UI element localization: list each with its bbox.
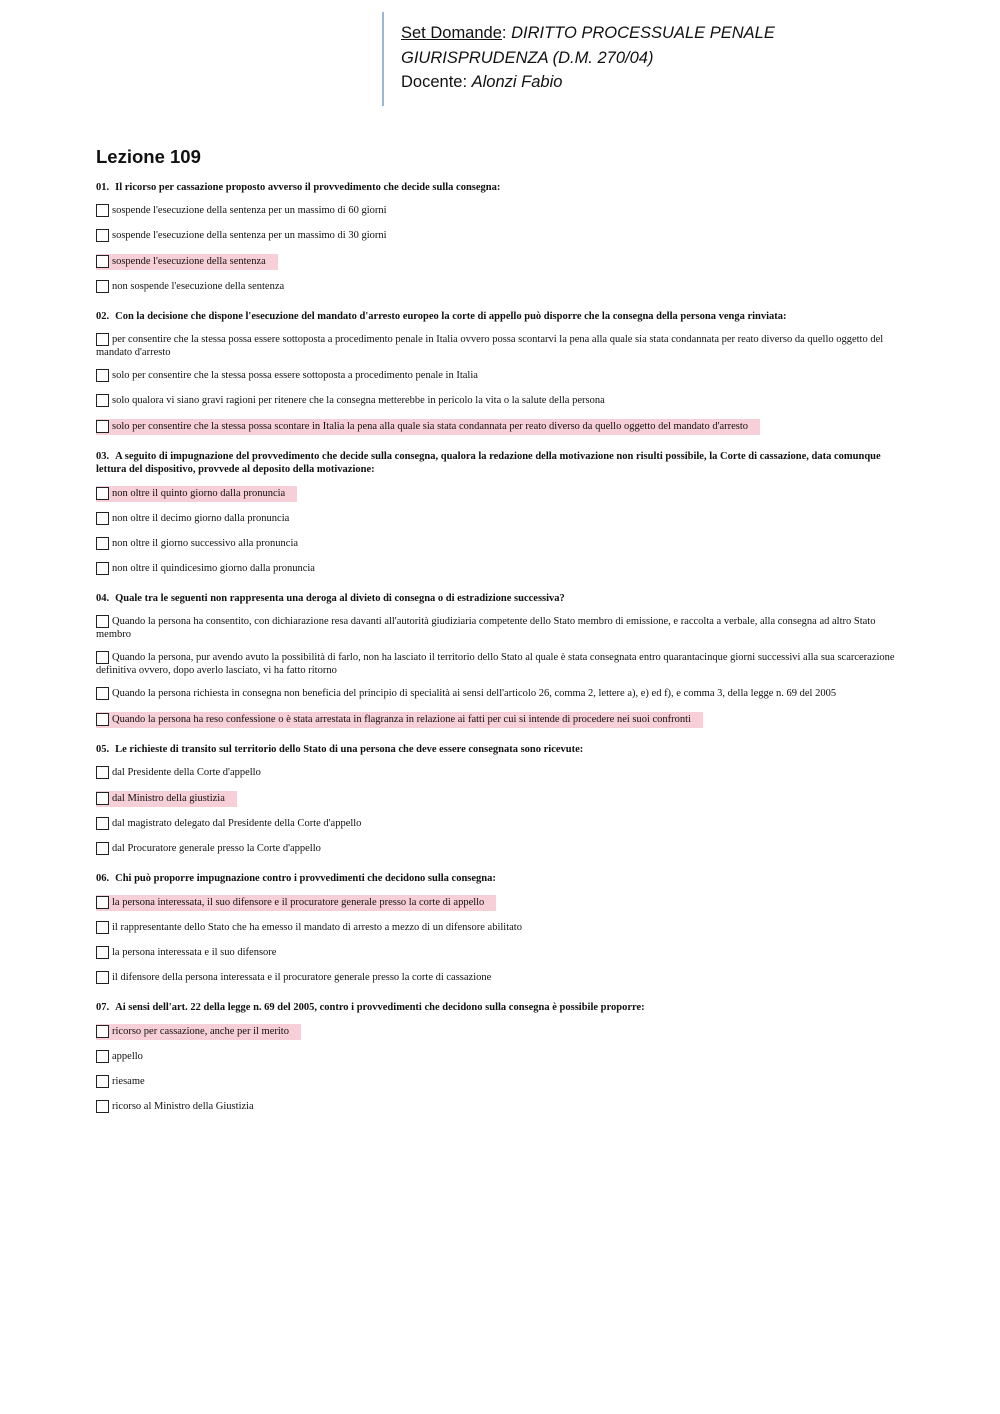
answer-text: Quando la persona, pur avendo avuto la possibilità di farlo, non ha lasciato il territorio dello Stato al quale è stata consegnata entro quarantacinque giorni successivi alla sua scarcerazione definitiva ovvero, dopo averlo lasciato, vi ha fatto ritorno	[96, 652, 895, 676]
answer-text: il difensore della persona interessata e il procuratore generale presso la corte di cassazione	[112, 972, 492, 983]
answer-checkbox[interactable]	[96, 766, 109, 779]
answer-option	[96, 842, 896, 857]
answer-option-correct	[96, 791, 896, 807]
teacher-label: Docente:	[401, 73, 472, 91]
answer-text: riesame	[112, 1076, 145, 1087]
answer-text: sospende l'esecuzione della sentenza per un massimo di 30 giorni	[112, 230, 387, 241]
set-separator: :	[501, 24, 512, 42]
question-body: Con la decisione che dispone l'esecuzione del mandato d'arresto europeo la corte di appello può disporre che la consegna della persona venga rinviata:	[115, 311, 787, 322]
question-number: 01.	[96, 182, 110, 193]
answer-option-correct	[96, 895, 896, 911]
correct-answer-highlight	[96, 712, 703, 728]
header-line-2	[401, 46, 942, 71]
question-number: 02.	[96, 311, 110, 322]
answer-text: Quando la persona ha consentito, con dichiarazione resa davanti all'autorità giudiziaria competente dello Stato membro di emissione, e raccolta a verbale, alla consegna ad altro Stato membro	[96, 616, 876, 640]
answer-checkbox[interactable]	[96, 842, 109, 855]
question-text	[96, 1001, 896, 1014]
answer-checkbox[interactable]	[96, 255, 109, 268]
answer-option	[96, 817, 896, 832]
answer-text: solo per consentire che la stessa possa essere sottoposta a procedimento penale in Italia	[112, 370, 478, 381]
course-title-line1: DIRITTO PROCESSUALE PENALE	[511, 24, 775, 42]
answer-text: Quando la persona ha reso confessione o è stata arrestata in flagranza in relazione ai fatti per cui si intende di procedere nei suoi confronti	[112, 714, 692, 725]
question	[96, 872, 896, 986]
answer-option-correct	[96, 254, 896, 270]
header-line-1	[401, 21, 942, 46]
teacher-name: Alonzi Fabio	[471, 73, 563, 91]
answer-option	[96, 971, 896, 986]
correct-answer-highlight	[96, 254, 278, 270]
question-text	[96, 743, 896, 756]
question-body: Ai sensi dell'art. 22 della legge n. 69 del 2005, contro i provvedimenti che decidono sulla consegna è possibile proporre:	[115, 1002, 645, 1013]
set-label: Set Domande	[401, 24, 502, 42]
question-body: Le richieste di transito sul territorio dello Stato di una persona che deve essere consegnata sono ricevute:	[115, 744, 584, 755]
question-number: 04.	[96, 593, 110, 604]
question-text	[96, 592, 896, 605]
question-number: 07.	[96, 1002, 110, 1013]
answer-text: appello	[112, 1051, 143, 1062]
answer-checkbox[interactable]	[96, 792, 109, 805]
answer-option	[96, 394, 896, 409]
course-title-line2: GIURISPRUDENZA (D.M. 270/04)	[401, 48, 654, 67]
answer-option	[96, 229, 896, 244]
answer-checkbox[interactable]	[96, 651, 109, 664]
answer-checkbox[interactable]	[96, 1100, 109, 1113]
answer-option	[96, 537, 896, 552]
answer-checkbox[interactable]	[96, 562, 109, 575]
answer-option	[96, 333, 896, 359]
answer-text: il rappresentante dello Stato che ha emesso il mandato di arresto a mezzo di un difensore abilitato	[112, 922, 522, 933]
answer-checkbox[interactable]	[96, 713, 109, 726]
answer-option	[96, 1075, 896, 1090]
question-text	[96, 310, 896, 323]
correct-answer-highlight	[96, 895, 496, 911]
answer-checkbox[interactable]	[96, 687, 109, 700]
answer-option-correct	[96, 1024, 896, 1040]
answer-checkbox[interactable]	[96, 896, 109, 909]
answer-option	[96, 562, 896, 577]
question-number: 05.	[96, 744, 110, 755]
answer-option	[96, 1050, 896, 1065]
answer-text: la persona interessata, il suo difensore e il procuratore generale presso la corte di appello	[112, 897, 485, 908]
answer-text: sospende l'esecuzione della sentenza	[112, 256, 266, 267]
question-body: Chi può proporre impugnazione contro i provvedimenti che decidono sulla consegna:	[115, 873, 496, 884]
answer-checkbox[interactable]	[96, 204, 109, 217]
answer-text: la persona interessata e il suo difensore	[112, 947, 277, 958]
answer-text: non sospende l'esecuzione della sentenza	[112, 281, 285, 292]
answer-option-correct	[96, 486, 896, 502]
question	[96, 450, 896, 577]
header-line-3	[401, 70, 942, 95]
answer-option	[96, 766, 896, 781]
answer-text: per consentire che la stessa possa essere sottoposta a procedimento penale in Italia ovvero possa scontarvi la pena alla quale sia stata condannata per reato diverso da quello oggetto del mandato d'arresto	[96, 334, 884, 358]
question-text	[96, 450, 896, 476]
answer-option	[96, 280, 896, 295]
question	[96, 743, 896, 857]
question	[96, 310, 896, 435]
answer-checkbox[interactable]	[96, 394, 109, 407]
question	[96, 592, 896, 728]
answer-option	[96, 921, 896, 936]
answer-option	[96, 615, 896, 641]
answer-checkbox[interactable]	[96, 512, 109, 525]
answer-checkbox[interactable]	[96, 333, 109, 346]
answer-checkbox[interactable]	[96, 921, 109, 934]
answer-checkbox[interactable]	[96, 229, 109, 242]
question-body: Quale tra le seguenti non rappresenta una deroga al divieto di consegna o di estradizione successiva?	[115, 593, 565, 604]
answer-text: ricorso al Ministro della Giustizia	[112, 1101, 254, 1112]
answer-text: dal magistrato delegato dal Presidente della Corte d'appello	[112, 818, 362, 829]
answer-text: dal Presidente della Corte d'appello	[112, 767, 261, 778]
answer-text: solo per consentire che la stessa possa scontare in Italia la pena alla quale sia stata condannata per reato diverso da quello oggetto del mandato d'arresto	[112, 421, 749, 432]
answer-checkbox[interactable]	[96, 1050, 109, 1063]
answer-text: non oltre il quindicesimo giorno dalla pronuncia	[112, 563, 315, 574]
correct-answer-highlight	[96, 791, 237, 807]
answer-checkbox[interactable]	[96, 420, 109, 433]
answer-checkbox[interactable]	[96, 946, 109, 959]
questions-list	[96, 181, 896, 1130]
answer-option	[96, 369, 896, 384]
answer-checkbox[interactable]	[96, 971, 109, 984]
answer-option	[96, 651, 896, 677]
answer-text: dal Ministro della giustizia	[112, 793, 225, 804]
answer-text: solo qualora vi siano gravi ragioni per ritenere che la consegna metterebbe in pericolo la vita o la salute della persona	[112, 395, 605, 406]
document-header	[382, 12, 942, 106]
answer-text: non oltre il decimo giorno dalla pronuncia	[112, 513, 290, 524]
answer-checkbox[interactable]	[96, 280, 109, 293]
answer-option	[96, 512, 896, 527]
answer-text: ricorso per cassazione, anche per il merito	[112, 1026, 289, 1037]
answer-option	[96, 946, 896, 961]
answer-checkbox[interactable]	[96, 1025, 109, 1038]
lesson-title: Lezione 109	[96, 146, 201, 167]
correct-answer-highlight	[96, 486, 297, 502]
answer-option	[96, 687, 896, 702]
answer-checkbox[interactable]	[96, 537, 109, 550]
answer-option	[96, 1100, 896, 1115]
question-number: 06.	[96, 873, 110, 884]
answer-option-correct	[96, 419, 896, 435]
correct-answer-highlight	[96, 1024, 301, 1040]
answer-checkbox[interactable]	[96, 615, 109, 628]
answer-text: Quando la persona richiesta in consegna non beneficia del principio di specialità ai sensi dell'articolo 26, comma 2, lettere a), e) ed f), e comma 3, della legge n. 69 del 2005	[112, 688, 837, 699]
answer-checkbox[interactable]	[96, 369, 109, 382]
answer-text: non oltre il giorno successivo alla pronuncia	[112, 538, 299, 549]
answer-option-correct	[96, 712, 896, 728]
question-body: Il ricorso per cassazione proposto avverso il provvedimento che decide sulla consegna:	[115, 182, 501, 193]
answer-text: sospende l'esecuzione della sentenza per un massimo di 60 giorni	[112, 205, 387, 216]
answer-checkbox[interactable]	[96, 1075, 109, 1088]
answer-text: non oltre il quinto giorno dalla pronuncia	[112, 488, 286, 499]
question-body: A seguito di impugnazione del provvedimento che decide sulla consegna, qualora la redazione della motivazione non risulti possibile, la Corte di cassazione, data comunque lettura del dispositivo, provvede al deposito della motivazione:	[96, 451, 881, 475]
answer-text: dal Procuratore generale presso la Corte d'appello	[112, 843, 321, 854]
answer-option	[96, 204, 896, 219]
question-number: 03.	[96, 451, 110, 462]
question-text	[96, 872, 896, 885]
answer-checkbox[interactable]	[96, 817, 109, 830]
answer-checkbox[interactable]	[96, 487, 109, 500]
question	[96, 181, 896, 295]
question	[96, 1001, 896, 1115]
correct-answer-highlight	[96, 419, 760, 435]
question-text	[96, 181, 896, 194]
